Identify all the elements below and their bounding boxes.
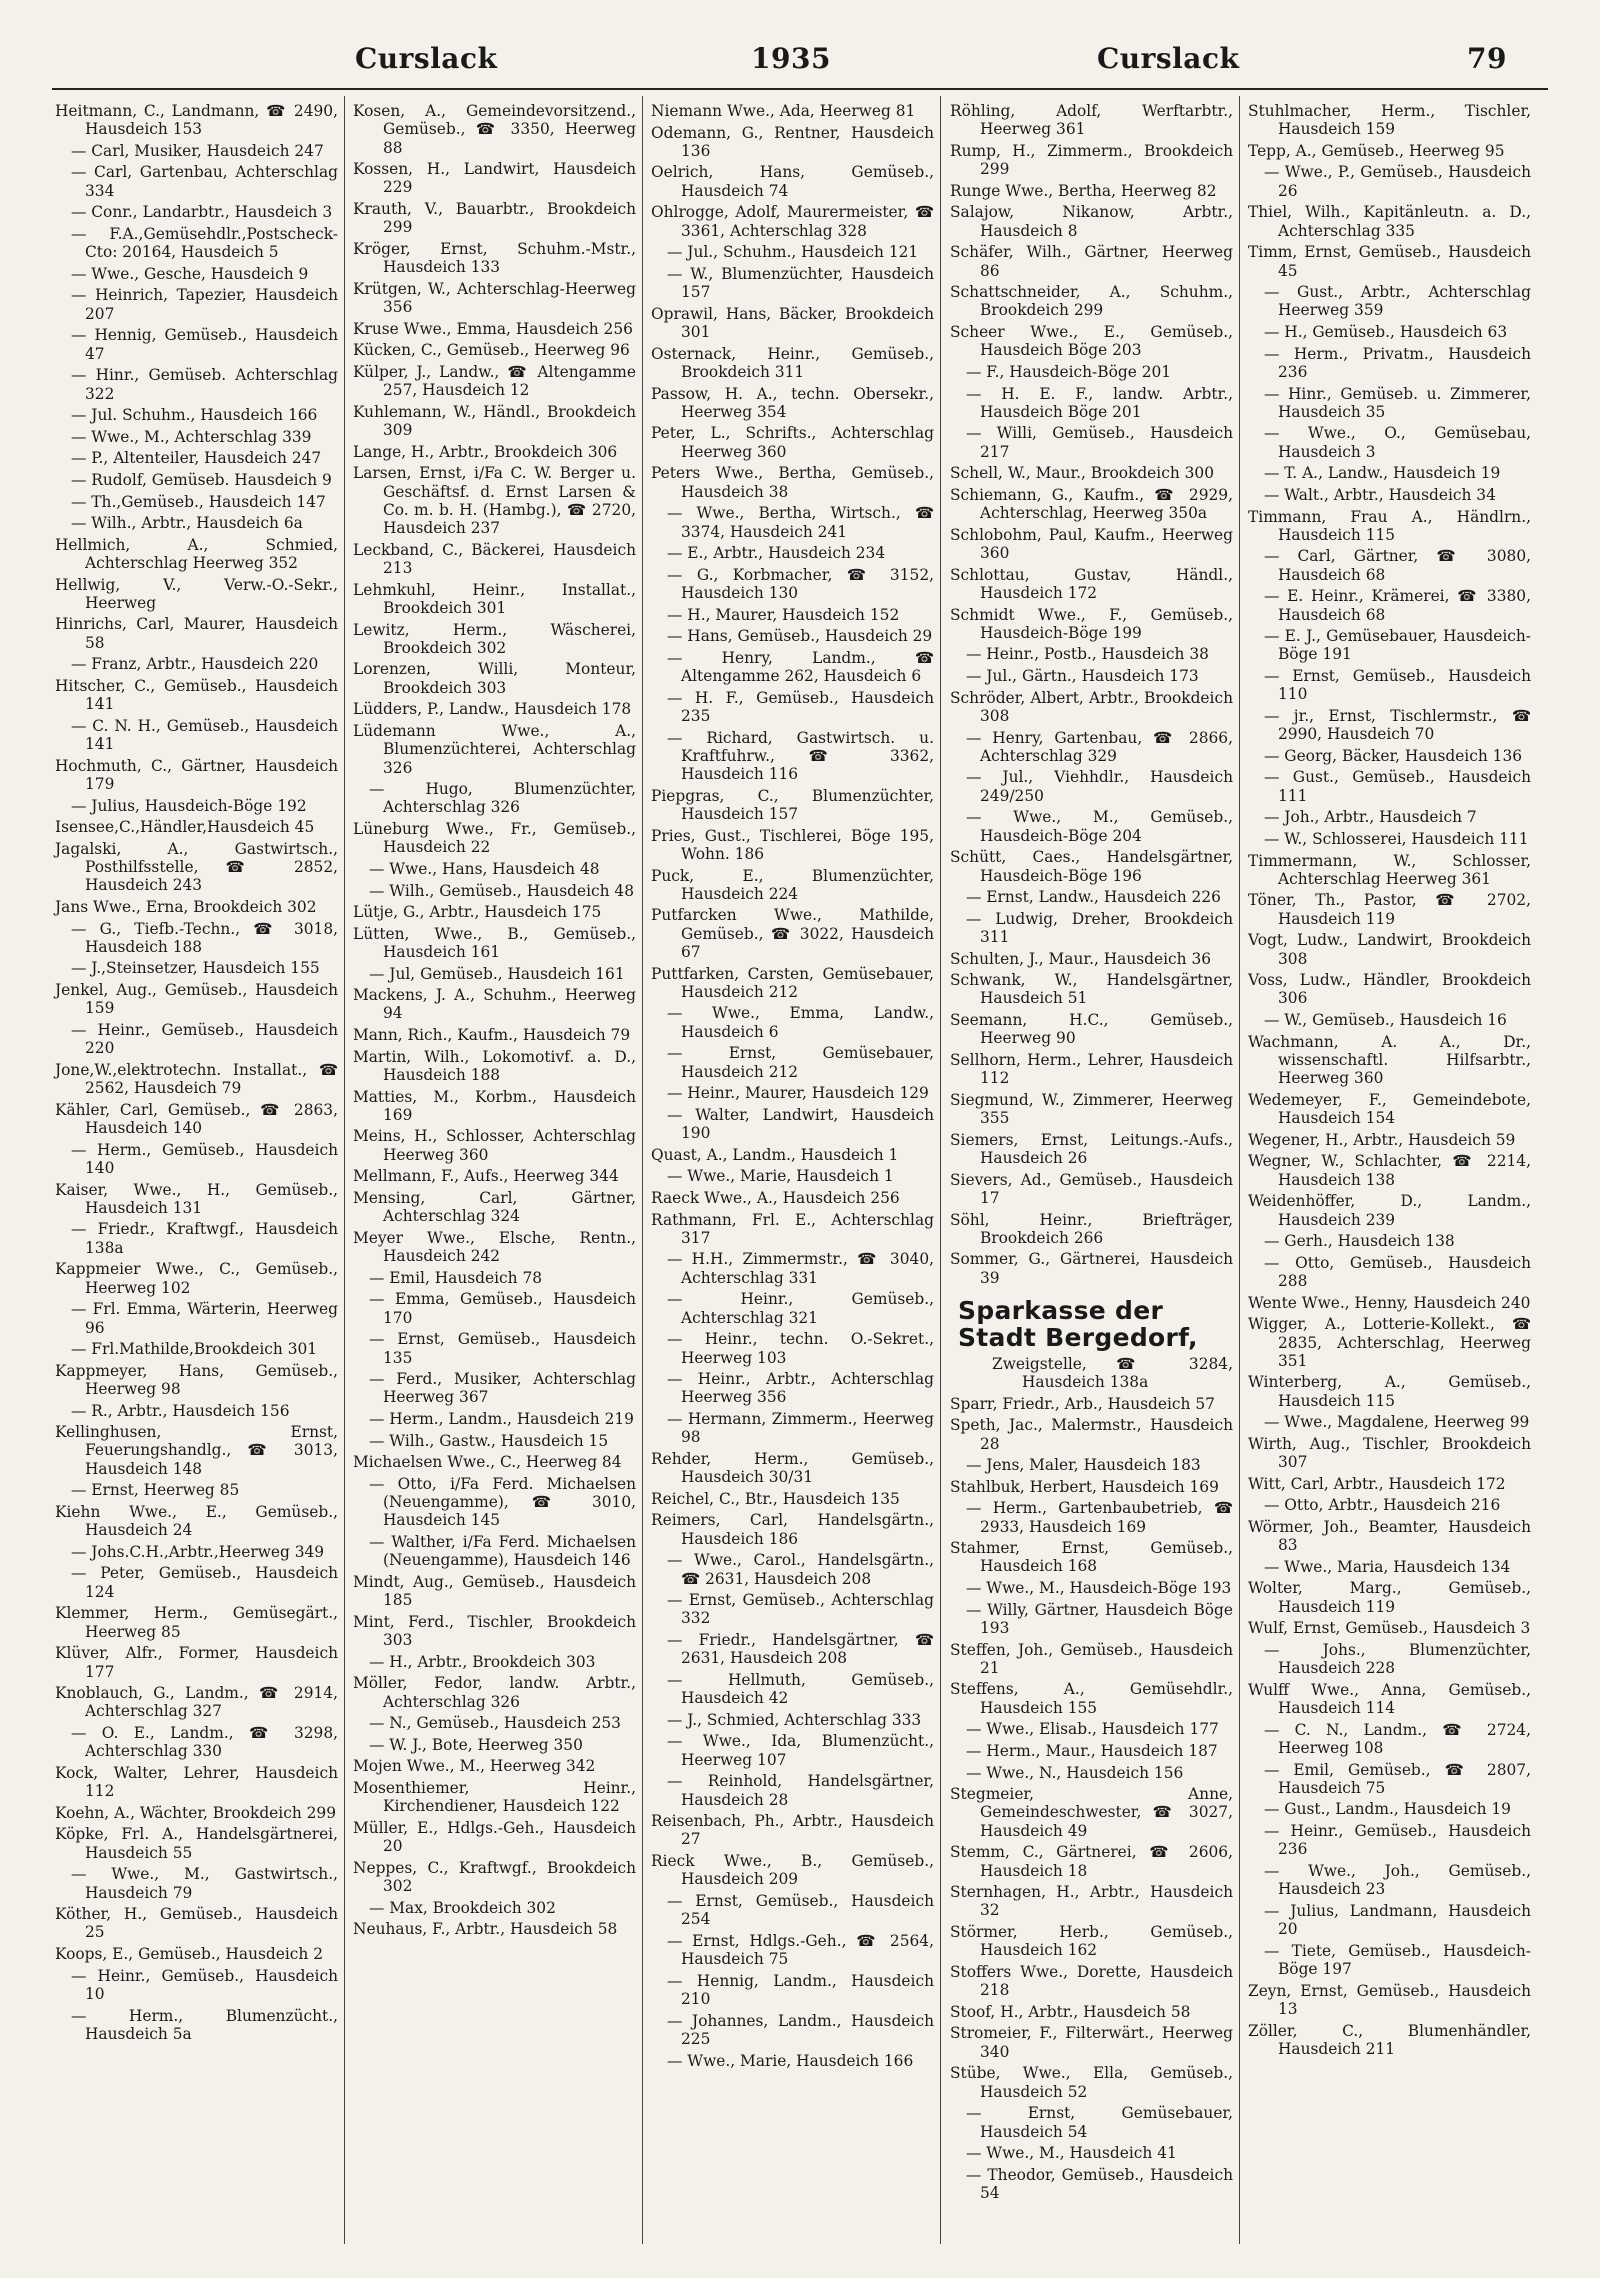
directory-entry: Kruse Wwe., Emma, Hausdeich 256 (353, 319, 633, 338)
directory-entry: — Jens, Maler, Hausdeich 183 (966, 1456, 1201, 1475)
directory-entry: — Emil, Hausdeich 78 (369, 1268, 543, 1287)
directory-entry: — Wwe., Marie, Hausdeich 166 (667, 2051, 914, 2070)
directory-entry: Piepgras, C., Blumenzüchter, Hausdeich 157 (651, 786, 934, 824)
directory-entry: — Jul., Gärtn., Hausdeich 173 (966, 667, 1199, 686)
directory-entry: — Gust., Landm., Hausdeich 19 (1264, 1800, 1511, 1819)
directory-entry: — Reinhold, Handelsgärtner, Hausdeich 28 (667, 1772, 934, 1809)
header-year: 1935 (751, 42, 831, 75)
column-divider (642, 96, 643, 2244)
directory-entry: — Ernst, Gemüseb., Hausdeich 135 (369, 1330, 636, 1367)
directory-entry: — Gust., Arbtr., Achterschlag Heerweg 359 (1264, 283, 1531, 320)
directory-entry: — Carl, Musiker, Hausdeich 247 (71, 141, 324, 160)
directory-entry: — Heinr., Arbtr., Achterschlag Heerweg 356 (667, 1370, 934, 1407)
directory-entry: — H. F., Gemüseb., Hausdeich 235 (667, 688, 934, 725)
directory-entry: Schlottau, Gustav, Händl., Hausdeich 172 (950, 565, 1233, 602)
directory-entry: Jenkel, Aug., Gemüseb., Hausdeich 159 (55, 981, 338, 1018)
directory-entry: Schwank, W., Handelsgärtner, Hausdeich 51 (950, 971, 1233, 1008)
directory-entry: Lüdders, P., Landw., Hausdeich 178 (353, 700, 632, 719)
directory-entry: — F.A.,Gemüsehdlr.,Postscheck-Cto: 20164, Hausdeich 5 (71, 224, 338, 262)
directory-entry: Heitmann, C., Landmann, ☎ 2490, Hausdeich 153 (55, 102, 338, 139)
directory-entry: — Johs.C.H.,Arbtr.,Heerweg 349 (71, 1542, 325, 1561)
directory-entry: — Ernst, Gemüseb., Achterschlag 332 (667, 1591, 934, 1628)
directory-entry: Putfarcken Wwe., Mathilde, Gemüseb., ☎ 3022, Hausdeich 67 (651, 906, 934, 961)
page-header (55, 42, 1545, 82)
directory-entry: Siemers, Ernst, Leitungs.-Aufs., Hausdeich 26 (950, 1130, 1233, 1168)
directory-entry: Stübe, Wwe., Ella, Gemüseb., Hausdeich 52 (950, 2064, 1233, 2101)
directory-entry: Isensee,C.,Händler,Hausdeich 45 (55, 818, 315, 837)
directory-entry: — Wwe., Elisab., Hausdeich 177 (966, 1720, 1219, 1739)
directory-entry: Wegener, H., Arbtr., Hausdeich 59 (1248, 1130, 1516, 1149)
directory-entry: — Henry, Landm., ☎ Altengamme 262, Hausdeich 6 (667, 648, 934, 686)
header-left-place: Curslack (355, 42, 498, 75)
directory-entry: — Wwe., Carol., Handelsgärtn., ☎ 2631, Hausdeich 208 (667, 1551, 934, 1588)
directory-entry: Jone,W.,elektrotechn. Installat., ☎ 2562, Hausdeich 79 (55, 1060, 338, 1098)
directory-entry: Schattschneider, A., Schuhm., Brookdeich 299 (950, 283, 1233, 320)
directory-entry: — Julius, Hausdeich-Böge 192 (71, 796, 307, 815)
directory-entry: — Richard, Gastwirtsch. u. Kraftfuhrw., ☎ 3362, Hausdeich 116 (667, 728, 934, 784)
directory-entry: Störmer, Herb., Gemüseb., Hausdeich 162 (950, 1923, 1233, 1960)
directory-entry: — Wwe., M., Gastwirtsch., Hausdeich 79 (71, 1865, 338, 1902)
directory-entry: — Wwe., M., Hausdeich-Böge 193 (966, 1579, 1232, 1598)
directory-entry: Wente Wwe., Henny, Hausdeich 240 (1248, 1293, 1531, 1312)
directory-entry: — Ernst, Gemüseb., Hausdeich 254 (667, 1891, 934, 1929)
directory-entry: Reimers, Carl, Handelsgärtn., Hausdeich 186 (651, 1511, 934, 1548)
directory-entry: Külper, J., Landw., ☎ Altengamme 257, Hausdeich 12 (353, 362, 636, 400)
directory-entry: Rieck Wwe., B., Gemüseb., Hausdeich 209 (651, 1852, 934, 1889)
directory-entry: Mint, Ferd., Tischler, Brookdeich 303 (353, 1612, 636, 1650)
directory-entry: — Peter, Gemüseb., Hausdeich 124 (71, 1564, 338, 1601)
directory-entry: Kähler, Carl, Gemüseb., ☎ 2863, Hausdeich 140 (55, 1100, 338, 1138)
directory-entry: — Frl.Mathilde,Brookdeich 301 (71, 1340, 318, 1359)
directory-entry: Klüver, Alfr., Former, Hausdeich 177 (55, 1644, 338, 1681)
column-4-entries-top (950, 102, 1233, 1287)
directory-entry: — Johannes, Landm., Hausdeich 225 (667, 2011, 934, 2048)
directory-entry: Schmidt Wwe., F., Gemüseb., Hausdeich-Böge 199 (950, 605, 1233, 642)
directory-entry: — Walter, Landwirt, Hausdeich 190 (667, 1105, 934, 1143)
directory-entry: — Wwe., Hans, Hausdeich 48 (369, 859, 600, 878)
directory-entry: — J., Schmied, Achterschlag 333 (667, 1710, 922, 1729)
directory-entry: — Wwe., P., Gemüseb., Hausdeich 26 (1264, 163, 1531, 200)
directory-entry: Klemmer, Herm., Gemüsegärt., Heerweg 85 (55, 1604, 338, 1641)
directory-entry: — F., Hausdeich-Böge 201 (966, 362, 1172, 381)
directory-entry: Timm, Ernst, Gemüseb., Hausdeich 45 (1248, 243, 1531, 280)
directory-entry: — Carl, Gartenbau, Achterschlag 334 (71, 163, 338, 200)
directory-entry: Kock, Walter, Lehrer, Hausdeich 112 (55, 1763, 338, 1801)
directory-entry: — Friedr., Handelsgärtner, ☎ 2631, Hausdeich 208 (667, 1631, 934, 1668)
directory-entry: Stoffers Wwe., Dorette, Hausdeich 218 (950, 1962, 1233, 2000)
directory-entry: — N., Gemüseb., Hausdeich 253 (369, 1714, 621, 1733)
directory-entry: Möller, Fedor, landw. Arbtr., Achterschlag 326 (353, 1674, 636, 1711)
column-4-entries-bottom (950, 1395, 1233, 2203)
directory-entry: Hochmuth, C., Gärtner, Hausdeich 179 (55, 756, 338, 794)
directory-entry: Mackens, J. A., Schuhm., Heerweg 94 (353, 986, 636, 1023)
directory-entry: — W. J., Bote, Heerweg 350 (369, 1735, 583, 1754)
bank-detail: Zweigstelle, ☎ 3284, Hausdeich 138a (992, 1355, 1233, 1392)
directory-entry: Timmann, Frau A., Händlrn., Hausdeich 115 (1248, 507, 1531, 544)
directory-entry: Neppes, C., Kraftwgf., Brookdeich 302 (353, 1858, 636, 1895)
directory-entry: Lange, H., Arbtr., Brookdeich 306 (353, 442, 618, 461)
directory-entry: — Hugo, Blumenzüchter, Achterschlag 326 (369, 780, 636, 817)
directory-entry: Witt, Carl, Arbtr., Hausdeich 172 (1248, 1474, 1506, 1493)
column-1 (55, 102, 338, 2046)
directory-entry: Lüneburg Wwe., Fr., Gemüseb., Hausdeich 22 (353, 820, 636, 857)
directory-entry: — Conr., Landarbtr., Hausdeich 3 (71, 203, 333, 222)
directory-entry: Schütt, Caes., Handelsgärtner, Hausdeich-Böge 196 (950, 848, 1233, 885)
directory-entry: Söhl, Heinr., Briefträger, Brookdeich 266 (950, 1210, 1233, 1247)
directory-entry: — Herm., Landm., Hausdeich 219 (369, 1409, 634, 1428)
directory-entry: — J.,Steinsetzer, Hausdeich 155 (71, 959, 320, 978)
directory-entry: — Wwe., M., Hausdeich 41 (966, 2144, 1177, 2163)
column-divider (344, 96, 345, 2244)
directory-entry: — Jul, Gemüseb., Hausdeich 161 (369, 964, 625, 983)
directory-entry: Stuhlmacher, Herm., Tischler, Hausdeich 159 (1248, 102, 1531, 139)
bank-heading: Sparkasse der Stadt Bergedorf, (958, 1296, 1198, 1353)
directory-entry: — Herm., Privatm., Hausdeich 236 (1264, 344, 1531, 381)
directory-entry: Lewitz, Herm., Wäscherei, Brookdeich 302 (353, 620, 636, 657)
directory-entry: Zeyn, Ernst, Gemüseb., Hausdeich 13 (1248, 1981, 1531, 2018)
directory-entry: — Walt., Arbtr., Hausdeich 34 (1264, 485, 1496, 504)
directory-entry: Steffen, Joh., Gemüseb., Hausdeich 21 (950, 1640, 1233, 1677)
directory-entry: Mann, Rich., Kaufm., Hausdeich 79 (353, 1026, 631, 1045)
directory-entry: — Emma, Gemüseb., Hausdeich 170 (369, 1290, 636, 1327)
directory-entry: Steffens, A., Gemüsehdlr., Hausdeich 155 (950, 1680, 1233, 1717)
directory-entry: Meyer Wwe., Elsche, Rentn., Hausdeich 242 (353, 1228, 636, 1266)
directory-entry: — Johs., Blumenzüchter, Hausdeich 228 (1264, 1640, 1531, 1678)
directory-entry: Zöller, C., Blumenhändler, Hausdeich 211 (1248, 2021, 1531, 2058)
directory-entry: — Heinr., Gemüseb., Hausdeich 236 (1264, 1822, 1531, 1859)
directory-entry: — Otto, i/Fa Ferd. Michaelsen (Neuengamme), ☎ 3010, Hausdeich 145 (369, 1474, 636, 1530)
directory-entry: — H., Gemüseb., Hausdeich 63 (1264, 323, 1508, 342)
directory-entry: — Wwe., M., Achterschlag 339 (71, 427, 312, 446)
column-4 (950, 102, 1233, 2206)
directory-entry: Lehmkuhl, Heinr., Installat., Brookdeich 301 (353, 580, 636, 617)
directory-entry: Stemm, C., Gärtnerei, ☎ 2606, Hausdeich 18 (950, 1843, 1233, 1880)
directory-entry: Winterberg, A., Gemüseb., Hausdeich 115 (1248, 1373, 1531, 1410)
directory-entry: — Willi, Gemüseb., Hausdeich 217 (966, 424, 1233, 461)
column-divider (940, 96, 941, 2244)
directory-entry: — Theodor, Gemüseb., Hausdeich 54 (966, 2165, 1233, 2203)
directory-entry: — C. N., Landm., ☎ 2724, Heerweg 108 (1264, 1720, 1531, 1757)
directory-entry: Müller, E., Hdlgs.-Geh., Hausdeich 20 (353, 1818, 636, 1856)
directory-entry: Oelrich, Hans, Gemüseb., Hausdeich 74 (651, 163, 934, 200)
directory-entry: Vogt, Ludw., Landwirt, Brookdeich 308 (1248, 931, 1531, 968)
directory-entry: — Herm., Gartenbaubetrieb, ☎ 2933, Hausdeich 169 (966, 1499, 1233, 1536)
directory-entry: Peter, L., Schrifts., Achterschlag Heerweg 360 (651, 424, 934, 461)
directory-entry: — H.H., Zimmermstr., ☎ 3040, Achterschlag 331 (667, 1250, 934, 1287)
directory-entry: — Wilh., Gemüseb., Hausdeich 48 (369, 881, 635, 900)
directory-entry: Hellwig, V., Verw.-O.-Sekr., Heerweg (55, 575, 338, 612)
directory-entry: Rump, H., Zimmerm., Brookdeich 299 (950, 141, 1233, 179)
directory-entry: Kappmeier Wwe., C., Gemüseb., Heerweg 102 (55, 1260, 338, 1297)
directory-entry: Hellmich, A., Schmied, Achterschlag Heerweg 352 (55, 535, 338, 572)
directory-entry: — Heinr., techn. O.-Sekret., Heerweg 103 (667, 1330, 934, 1367)
directory-entry: Lütten, Wwe., B., Gemüseb., Hausdeich 161 (353, 924, 636, 961)
directory-entry: — W., Schlosserei, Hausdeich 111 (1264, 829, 1529, 848)
directory-entry: — Hinr., Gemüseb. Achterschlag 322 (71, 366, 338, 403)
directory-entry: Puck, E., Blumenzüchter, Hausdeich 224 (651, 866, 934, 903)
column-5 (1248, 102, 1531, 2061)
directory-entry: Wulf, Ernst, Gemüseb., Hausdeich 3 (1248, 1619, 1531, 1638)
directory-entry: — G., Tiefb.-Techn., ☎ 3018, Hausdeich 188 (71, 919, 338, 956)
directory-entry: Schröder, Albert, Arbtr., Brookdeich 308 (950, 688, 1233, 725)
directory-entry: — Ernst, Gemüseb., Hausdeich 110 (1264, 667, 1531, 704)
directory-entry: — Ernst, Landw., Hausdeich 226 (966, 888, 1221, 907)
directory-entry: — Willy, Gärtner, Hausdeich Böge 193 (966, 1600, 1233, 1637)
directory-entry: — Rudolf, Gemüseb. Hausdeich 9 (71, 470, 332, 489)
directory-entry: Koehn, A., Wächter, Brookdeich 299 (55, 1803, 336, 1822)
directory-entry: Quast, A., Landm., Hausdeich 1 (651, 1145, 899, 1164)
directory-entry: — Hinr., Gemüseb. u. Zimmerer, Hausdeich 35 (1264, 384, 1531, 421)
directory-entry: — Wwe., Gesche, Hausdeich 9 (71, 264, 309, 283)
directory-entry: Ohlrogge, Adolf, Maurermeister, ☎ 3361, Achterschlag 328 (651, 203, 934, 240)
directory-entry: — Ernst, Gemüsebauer, Hausdeich 54 (966, 2104, 1233, 2141)
directory-entry: — Ferd., Musiker, Achterschlag Heerweg 367 (369, 1370, 636, 1407)
directory-entry: Hitscher, C., Gemüseb., Hausdeich 141 (55, 676, 338, 714)
directory-entry: — Henry, Gartenbau, ☎ 2866, Achterschlag 329 (966, 728, 1233, 765)
header-page-number: 79 (1467, 42, 1507, 75)
directory-entry: — Walther, i/Fa Ferd. Michaelsen (Neuengamme), Hausdeich 146 (369, 1532, 636, 1570)
directory-entry: Timmermann, W., Schlosser, Achterschlag Heerweg 361 (1248, 851, 1531, 888)
directory-entry: Jagalski, A., Gastwirtsch., Posthilfsstelle, ☎ 2852, Hausdeich 243 (55, 839, 338, 895)
directory-entry: — Heinr., Gemüseb., Achterschlag 321 (667, 1290, 934, 1327)
directory-entry: Schäfer, Wilh., Gärtner, Heerweg 86 (950, 243, 1233, 280)
directory-entry: — Herm., Blumenzücht., Hausdeich 5a (71, 2006, 338, 2043)
directory-entry: — C. N. H., Gemüseb., Hausdeich 141 (71, 716, 338, 754)
directory-entry: Sparr, Friedr., Arb., Hausdeich 57 (950, 1394, 1215, 1413)
directory-entry: Raeck Wwe., A., Hausdeich 256 (651, 1188, 900, 1207)
directory-entry: Reisenbach, Ph., Arbtr., Hausdeich 27 (651, 1812, 934, 1849)
directory-entry: — Wwe., Magdalene, Heerweg 99 (1264, 1413, 1530, 1432)
directory-entry: — Tiete, Gemüseb., Hausdeich-Böge 197 (1264, 1941, 1531, 1979)
directory-entry: Schell, W., Maur., Brookdeich 300 (950, 464, 1215, 483)
directory-entry: Niemann Wwe., Ada, Heerweg 81 (651, 102, 916, 120)
directory-entry: Sternhagen, H., Arbtr., Hausdeich 32 (950, 1883, 1233, 1920)
directory-entry: Seemann, H.C., Gemüseb., Heerweg 90 (950, 1011, 1233, 1048)
directory-entry: Kappmeyer, Hans, Gemüseb., Heerweg 98 (55, 1361, 338, 1398)
directory-entry: — Herm., Maur., Hausdeich 187 (966, 1741, 1218, 1760)
directory-entry: Mellmann, F., Aufs., Heerweg 344 (353, 1167, 619, 1186)
directory-entry: Kossen, H., Landwirt, Hausdeich 229 (353, 160, 636, 197)
directory-entry: — Franz, Arbtr., Hausdeich 220 (71, 655, 319, 674)
directory-entry: Köther, H., Gemüseb., Hausdeich 25 (55, 1905, 338, 1942)
directory-entry: — H. E. F., landw. Arbtr., Hausdeich Böge 201 (966, 384, 1233, 421)
directory-entry: Kosen, A., Gemeindevorsitzend., Gemüseb., ☎ 3350, Heerweg 88 (353, 102, 636, 157)
directory-entry: Stegmeier, Anne, Gemeindeschwester, ☎ 3027, Hausdeich 49 (950, 1785, 1233, 1840)
directory-entry: Sievers, Ad., Gemüseb., Hausdeich 17 (950, 1170, 1233, 1207)
directory-entry: Speth, Jac., Malermstr., Hausdeich 28 (950, 1416, 1233, 1453)
directory-entry: Kaiser, Wwe., H., Gemüseb., Hausdeich 131 (55, 1180, 338, 1217)
directory-entry: — E. Heinr., Krämerei, ☎ 3380, Hausdeich 68 (1264, 587, 1531, 624)
directory-entry: — W., Gemüseb., Hausdeich 16 (1264, 1011, 1507, 1030)
directory-entry: Wulff Wwe., Anna, Gemüseb., Hausdeich 114 (1248, 1680, 1531, 1718)
directory-entry: Passow, H. A., techn. Obersekr., Heerweg 354 (651, 384, 934, 421)
directory-entry: Kuhlemann, W., Händl., Brookdeich 309 (353, 402, 636, 440)
directory-entry: Salajow, Nikanow, Arbtr., Hausdeich 8 (950, 203, 1233, 240)
directory-entry: Röhling, Adolf, Werftarbtr., Heerweg 361 (950, 102, 1233, 139)
directory-entry: Mosenthiemer, Heinr., Kirchendiener, Hausdeich 122 (353, 1778, 636, 1816)
directory-entry: Siegmund, W., Zimmerer, Heerweg 355 (950, 1090, 1233, 1128)
directory-entry: Thiel, Wilh., Kapitänleutn. a. D., Achterschlag 335 (1248, 203, 1531, 240)
directory-entry: Wachmann, A. A., Dr., wissenschaftl. Hilfsarbtr., Heerweg 360 (1248, 1032, 1531, 1088)
directory-entry: Scheer Wwe., E., Gemüseb., Hausdeich Böge 203 (950, 323, 1233, 360)
directory-entry: Knoblauch, G., Landm., ☎ 2914, Achterschlag 327 (55, 1684, 338, 1721)
directory-entry: — Wwe., N., Hausdeich 156 (966, 1763, 1184, 1782)
directory-entry: — H., Maurer, Hausdeich 152 (667, 605, 900, 624)
directory-entry: Lütje, G., Arbtr., Hausdeich 175 (353, 903, 602, 922)
directory-entry: Oprawil, Hans, Bäcker, Brookdeich 301 (651, 304, 934, 342)
directory-entry: — Hellmuth, Gemüseb., Hausdeich 42 (667, 1670, 934, 1708)
directory-entry: Kröger, Ernst, Schuhm.-Mstr., Hausdeich 133 (353, 239, 636, 277)
directory-entry: — W., Blumenzüchter, Hausdeich 157 (667, 264, 934, 302)
directory-entry: Puttfarken, Carsten, Gemüsebauer, Hausdeich 212 (651, 964, 934, 1001)
directory-entry: Wegner, W., Schlachter, ☎ 2214, Hausdeich 138 (1248, 1152, 1531, 1189)
directory-entry: — Julius, Landmann, Hausdeich 20 (1264, 1901, 1531, 1939)
directory-entry: — Heinr., Gemüseb., Hausdeich 10 (71, 1966, 338, 2003)
directory-entry: Osternack, Heinr., Gemüseb., Brookdeich 311 (651, 344, 934, 381)
directory-entry: Schiemann, G., Kaufm., ☎ 2929, Achterschlag, Heerweg 350a (950, 485, 1233, 523)
directory-entry: — jr., Ernst, Tischlermstr., ☎ 2990, Hausdeich 70 (1264, 706, 1531, 744)
directory-entry: — Wwe., Bertha, Wirtsch., ☎ 3374, Hausdeich 241 (667, 504, 934, 541)
directory-entry: Wigger, A., Lotterie-Kollekt., ☎ 2835, Achterschlag, Heerweg 351 (1248, 1315, 1531, 1370)
directory-entry: Schlobohm, Paul, Kaufm., Heerweg 360 (950, 525, 1233, 563)
directory-entry: Peters Wwe., Bertha, Gemüseb., Hausdeich 38 (651, 464, 934, 501)
directory-entry: — Max, Brookdeich 302 (369, 1898, 556, 1917)
directory-entry: Reichel, C., Btr., Hausdeich 135 (651, 1489, 900, 1508)
directory-entry: — Gerh., Hausdeich 138 (1264, 1232, 1455, 1251)
directory-entry: — Joh., Arbtr., Hausdeich 7 (1264, 808, 1477, 827)
directory-entry: Sommer, G., Gärtnerei, Hausdeich 39 (950, 1250, 1233, 1287)
directory-entry: Lüdemann Wwe., A., Blumenzüchterei, Achterschlag 326 (353, 721, 636, 777)
directory-entry: — Ernst, Heerweg 85 (71, 1481, 240, 1500)
directory-entry: — Heinr., Postb., Hausdeich 38 (966, 645, 1209, 664)
directory-entry: — Georg, Bäcker, Hausdeich 136 (1264, 746, 1523, 765)
directory-entry: — Gust., Gemüseb., Hausdeich 111 (1264, 768, 1531, 805)
column-2 (353, 102, 636, 1942)
directory-entry: — Hermann, Zimmerm., Heerweg 98 (667, 1409, 934, 1447)
directory-entry: Larsen, Ernst, i/Fa C. W. Berger u. Geschäftsf. d. Ernst Larsen & Co. m. b. H. (Hambg.), ☎ 2720, Hausdeich 237 (353, 464, 636, 538)
directory-entry: — H., Arbtr., Brookdeich 303 (369, 1652, 596, 1671)
directory-entry: — Wwe., O., Gemüsebau, Hausdeich 3 (1264, 424, 1531, 461)
directory-entry: Pries, Gust., Tischlerei, Böge 195, Wohn. 186 (651, 826, 934, 863)
directory-entry: Leckband, C., Bäckerei, Hausdeich 213 (353, 540, 636, 578)
directory-entry: Stahlbuk, Herbert, Hausdeich 169 (950, 1477, 1219, 1496)
header-rule (52, 88, 1548, 90)
directory-entry: — Heinr., Maurer, Hausdeich 129 (667, 1084, 929, 1103)
directory-entry: Wirth, Aug., Tischler, Brookdeich 307 (1248, 1434, 1531, 1472)
header-right-place: Curslack (1097, 42, 1240, 75)
directory-entry: Mindt, Aug., Gemüseb., Hausdeich 185 (353, 1572, 636, 1610)
directory-entry: Lorenzen, Willi, Monteur, Brookdeich 303 (353, 660, 636, 697)
directory-entry: Kellinghusen, Ernst, Feuerungshandlg., ☎ 3013, Hausdeich 148 (55, 1423, 338, 1478)
directory-entry: Mensing, Carl, Gärtner, Achterschlag 324 (353, 1188, 636, 1226)
directory-entry: Tepp, A., Gemüseb., Heerweg 95 (1248, 141, 1505, 160)
directory-entry: — Wilh., Gastw., Hausdeich 15 (369, 1431, 609, 1450)
directory-entry: Koops, E., Gemüseb., Hausdeich 2 (55, 1945, 324, 1964)
directory-entry: — O. E., Landm., ☎ 3298, Achterschlag 330 (71, 1724, 338, 1761)
directory-entry: Köpke, Frl. A., Handelsgärtnerei, Hausdeich 55 (55, 1825, 338, 1862)
directory-entry: Runge Wwe., Bertha, Heerweg 82 (950, 181, 1217, 200)
directory-entry: — Herm., Gemüseb., Hausdeich 140 (71, 1140, 338, 1177)
directory-entry: Voss, Ludw., Händler, Brookdeich 306 (1248, 971, 1531, 1008)
directory-entry: Krütgen, W., Achterschlag-Heerweg 356 (353, 279, 636, 317)
directory-entry: — Th.,Gemüseb., Hausdeich 147 (71, 492, 326, 511)
directory-entry: — Wwe., Ida, Blumenzücht., Heerweg 107 (667, 1732, 934, 1769)
directory-entry: Töner, Th., Pastor, ☎ 2702, Hausdeich 119 (1248, 891, 1531, 928)
directory-entry: — Wwe., Emma, Landw., Hausdeich 6 (667, 1004, 934, 1041)
directory-entry: — Hans, Gemüseb., Hausdeich 29 (667, 627, 933, 646)
directory-entry: — Hennig, Landm., Hausdeich 210 (667, 1971, 934, 2009)
directory-entry: — Wwe., Marie, Hausdeich 1 (667, 1167, 894, 1186)
directory-entry: — Wwe., Maria, Hausdeich 134 (1264, 1557, 1511, 1576)
directory-entry: Stoof, H., Arbtr., Hausdeich 58 (950, 2002, 1191, 2021)
directory-entry: — Carl, Gärtner, ☎ 3080, Hausdeich 68 (1264, 547, 1531, 584)
directory-entry: Schulten, J., Maur., Hausdeich 36 (950, 949, 1212, 968)
directory-entry: — E. J., Gemüsebauer, Hausdeich-Böge 191 (1264, 627, 1531, 664)
directory-entry: — Wilh., Arbtr., Hausdeich 6a (71, 514, 303, 533)
directory-entry: Mojen Wwe., M., Heerweg 342 (353, 1757, 596, 1776)
directory-entry: Stahmer, Ernst, Gemüseb., Hausdeich 168 (950, 1539, 1233, 1576)
directory-entry: — Jul. Schuhm., Hausdeich 166 (71, 406, 318, 425)
directory-entry: — Ernst, Gemüsebauer, Hausdeich 212 (667, 1044, 934, 1081)
column-3 (651, 102, 934, 2073)
directory-entry: Kücken, C., Gemüseb., Heerweg 96 (353, 341, 630, 360)
directory-entry: Martin, Wilh., Lokomotivf. a. D., Hausdeich 188 (353, 1047, 636, 1084)
directory-entry: — P., Altenteiler, Hausdeich 247 (71, 449, 322, 468)
directory-entry: Michaelsen Wwe., C., Heerweg 84 (353, 1453, 622, 1472)
directory-entry: Rehder, Herm., Gemüseb., Hausdeich 30/31 (651, 1449, 934, 1487)
directory-entry: Jans Wwe., Erna, Brookdeich 302 (55, 898, 317, 916)
directory-entry: — Emil, Gemüseb., ☎ 2807, Hausdeich 75 (1264, 1760, 1531, 1797)
directory-entry: — Heinrich, Tapezier, Hausdeich 207 (71, 286, 338, 323)
directory-entry: Odemann, G., Rentner, Hausdeich 136 (651, 123, 934, 160)
directory-entry: — Otto, Arbtr., Hausdeich 216 (1264, 1496, 1501, 1515)
directory-entry: Kiehn Wwe., E., Gemüseb., Hausdeich 24 (55, 1502, 338, 1540)
directory-entry: Hinrichs, Carl, Maurer, Hausdeich 58 (55, 615, 338, 652)
directory-entry: — Jul., Schuhm., Hausdeich 121 (667, 243, 919, 262)
directory-entry: Wolter, Marg., Gemüseb., Hausdeich 119 (1248, 1579, 1531, 1616)
directory-entry: — Jul., Viehhdlr., Hausdeich 249/250 (966, 768, 1233, 805)
directory-entry: — Hennig, Gemüseb., Hausdeich 47 (71, 326, 338, 363)
directory-entry: — E., Arbtr., Hausdeich 234 (667, 544, 886, 563)
directory-entry: — R., Arbtr., Hausdeich 156 (71, 1401, 290, 1420)
directory-entry: — Heinr., Gemüseb., Hausdeich 220 (71, 1020, 338, 1058)
directory-entry: — G., Korbmacher, ☎ 3152, Hausdeich 130 (667, 565, 934, 602)
directory-entry: Stromeier, F., Filterwärt., Heerweg 340 (950, 2024, 1233, 2061)
directory-entry: — Friedr., Kraftwgf., Hausdeich 138a (71, 1220, 338, 1257)
directory-entry: — Frl. Emma, Wärterin, Heerweg 96 (71, 1300, 338, 1337)
directory-entry: — T. A., Landw., Hausdeich 19 (1264, 464, 1501, 483)
directory-entry: — Wwe., M., Gemüseb., Hausdeich-Böge 204 (966, 808, 1233, 845)
directory-entry: — Ludwig, Dreher, Brookdeich 311 (966, 909, 1233, 946)
directory-entry: Matties, M., Korbm., Hausdeich 169 (353, 1087, 636, 1124)
column-divider (1239, 96, 1240, 2244)
directory-entry: Sellhorn, Herm., Lehrer, Hausdeich 112 (950, 1050, 1233, 1088)
directory-entry: Neuhaus, F., Arbtr., Hausdeich 58 (353, 1920, 618, 1939)
directory-entry: Wörmer, Joh., Beamter, Hausdeich 83 (1248, 1517, 1531, 1555)
directory-entry: Meins, H., Schlosser, Achterschlag Heerweg 360 (353, 1127, 636, 1164)
directory-entry: Rathmann, Frl. E., Achterschlag 317 (651, 1210, 934, 1247)
directory-entry: Wedemeyer, F., Gemeindebote, Hausdeich 154 (1248, 1090, 1531, 1128)
directory-entry: — Ernst, Hdlgs.-Geh., ☎ 2564, Hausdeich 75 (667, 1931, 934, 1969)
directory-entry: Weidenhöffer, D., Landm., Hausdeich 239 (1248, 1192, 1531, 1229)
directory-entry: — Wwe., Joh., Gemüseb., Hausdeich 23 (1264, 1861, 1531, 1899)
directory-entry: — Otto, Gemüseb., Hausdeich 288 (1264, 1253, 1531, 1291)
directory-entry: Krauth, V., Bauarbtr., Brookdeich 299 (353, 200, 636, 237)
